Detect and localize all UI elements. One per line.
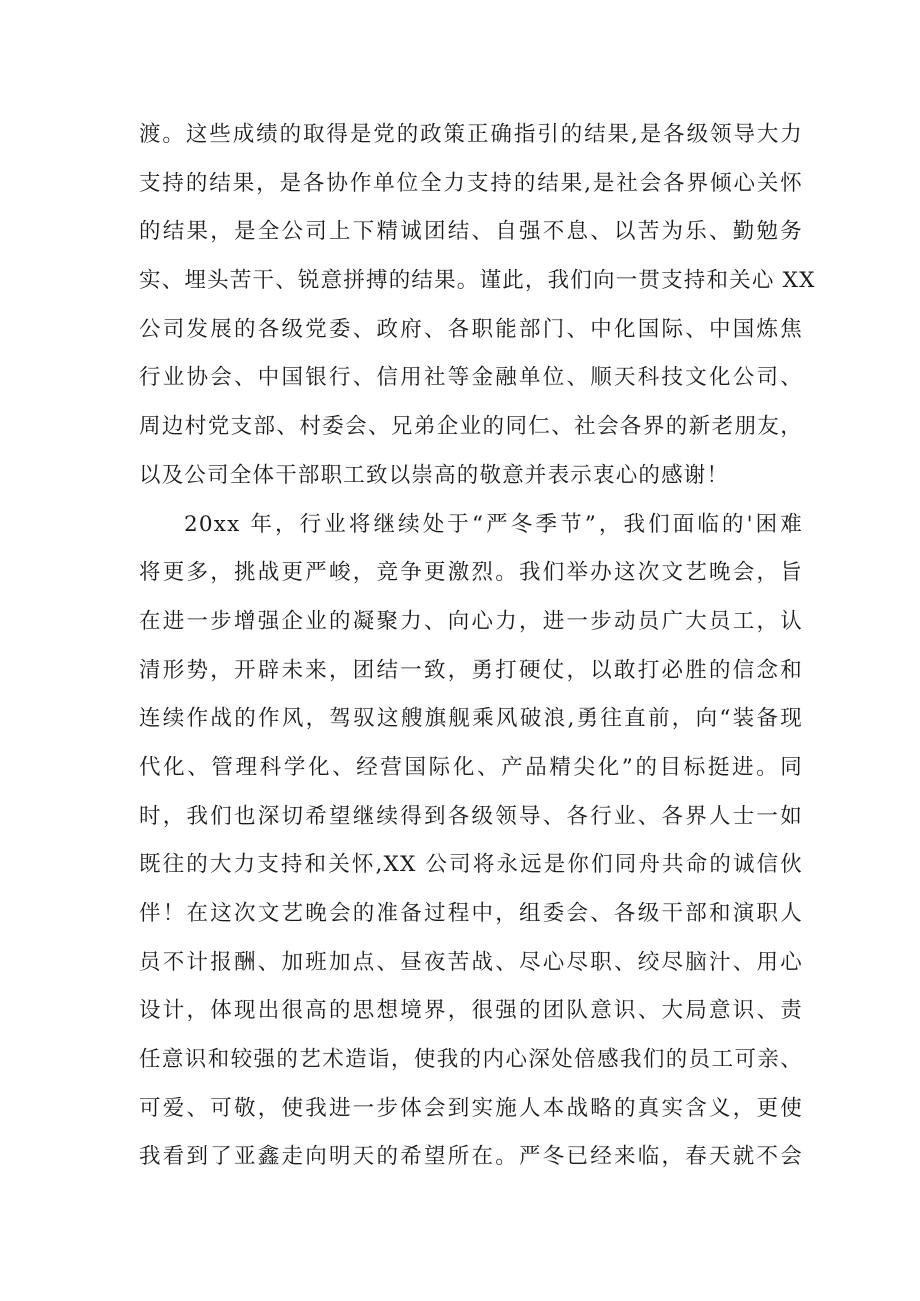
text-line: 实、埋头苦干、锐意拼搏的结果。谨此，我们向一贯支持和关心 XX <box>139 268 816 294</box>
text-line: 20xx 年，行业将继续处于“严冬季节”，我们面临的'困难 <box>184 511 803 537</box>
text-line: 支持的结果，是各协作单位全力支持的结果,是社会各界倾心关怀 <box>139 170 803 196</box>
text-line: 以及公司全体干部职工致以崇高的敬意并表示衷心的感谢！ <box>139 462 730 488</box>
paragraph-2 <box>139 501 803 1183</box>
text-line: 在进一步增强企业的凝聚力、向心力，进一步动员广大员工，认 <box>139 608 803 634</box>
text-line: 的结果，是全公司上下精诚团结、自强不息、以苦为乐、勤勉务 <box>139 219 803 245</box>
text-line: 我看到了亚鑫走向明天的希望所在。严冬已经来临，春天就不会 <box>139 1144 803 1170</box>
text-line: 时，我们也深切希望继续得到各级领导、各行业、各界人士一如 <box>139 803 803 829</box>
text-line: 连续作战的作风，驾驭这艘旗舰乘风破浪,勇往直前，向“装备现 <box>139 706 803 732</box>
text-line: 代化、管理科学化、经营国际化、产品精尖化”的目标挺进。同 <box>139 754 803 780</box>
text-line: 任意识和较强的艺术造诣，使我的内心深处倍感我们的员工可亲、 <box>139 1047 803 1073</box>
text-line: 设计，体现出很高的思想境界，很强的团队意识、大局意识、责 <box>139 998 803 1024</box>
document-body <box>139 111 816 1182</box>
text-line: 行业协会、中国银行、信用社等金融单位、顺天科技文化公司、 <box>139 365 803 391</box>
text-line: 可爱、可敬，使我进一步体会到实施人本战略的真实含义，更使 <box>139 1095 803 1121</box>
text-line: 员不计报酬、加班加点、昼夜苦战、尽心尽职、绞尽脑汁、用心 <box>139 949 803 975</box>
text-line: 公司发展的各级党委、政府、各职能部门、中化国际、中国炼焦 <box>139 316 803 342</box>
text-line: 清形势，开辟未来，团结一致，勇打硬仗，以敢打必胜的信念和 <box>139 657 803 683</box>
text-line: 既往的大力支持和关怀,XX 公司将永远是你们同舟共命的诚信伙 <box>139 852 803 878</box>
text-line: 渡。这些成绩的取得是党的政策正确指引的结果,是各级领导大力 <box>139 122 803 147</box>
paragraph-1 <box>139 111 816 501</box>
text-line: 周边村党支部、村委会、兄弟企业的同仁、社会各界的新老朋友， <box>139 414 803 440</box>
text-line: 将更多，挑战更严峻，竞争更激烈。我们举办这次文艺晚会，旨 <box>139 560 803 586</box>
text-line: 伴！在这次文艺晚会的准备过程中，组委会、各级干部和演职人 <box>139 901 803 926</box>
